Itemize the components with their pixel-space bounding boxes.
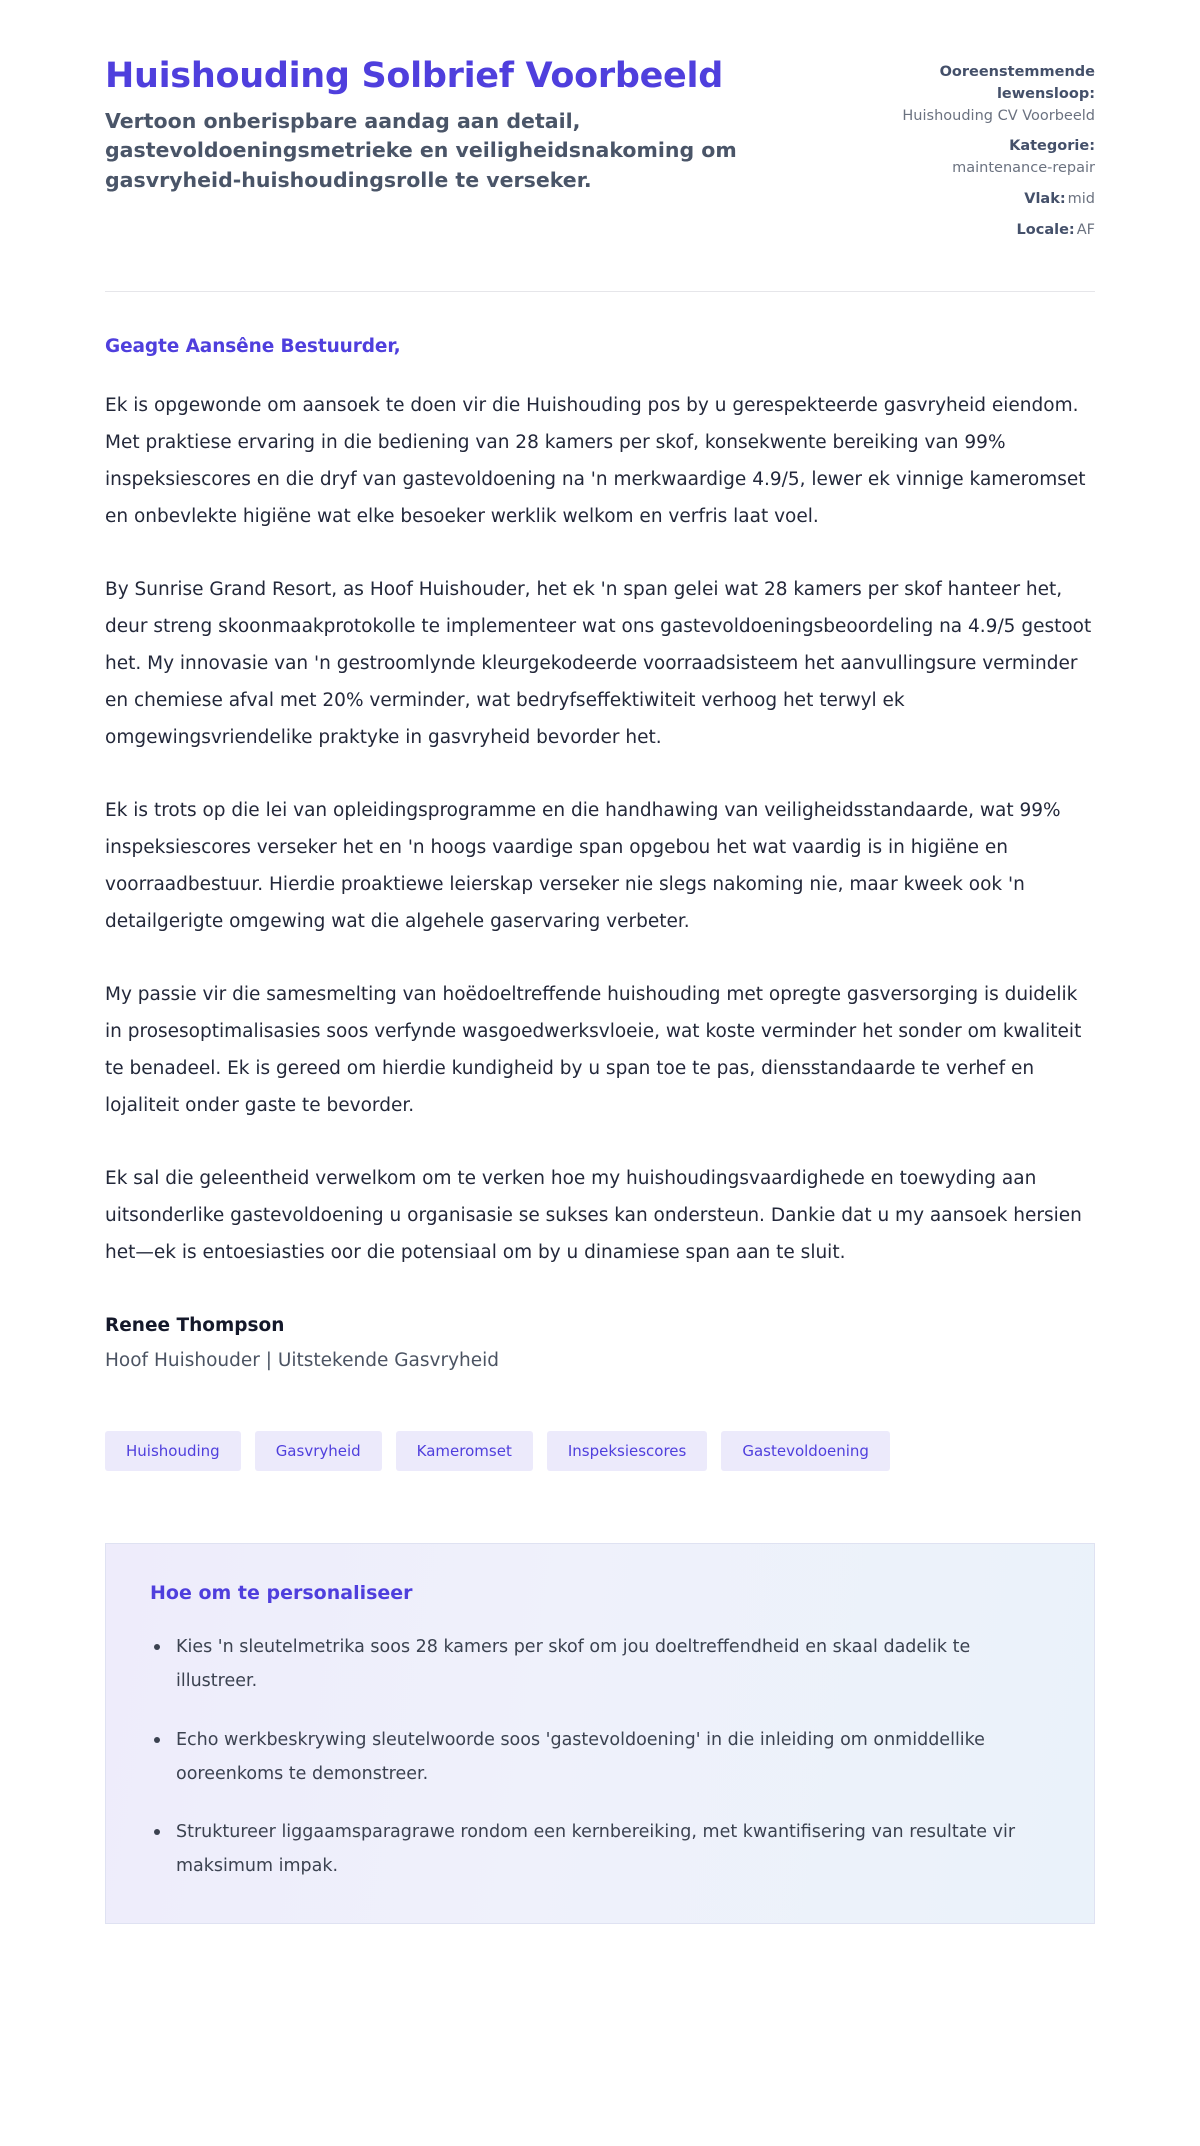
matching-resume-label: Ooreenstemmende lewensloop: — [939, 64, 1095, 102]
metadata-level — [895, 189, 1095, 211]
tag-chip[interactable]: Huishouding — [105, 1431, 241, 1471]
matching-resume-value: Huishouding CV Voorbeeld — [902, 107, 1095, 124]
callout-tip-list — [150, 1630, 1050, 1883]
metadata-category — [895, 136, 1095, 180]
locale-label: Locale: — [1016, 221, 1075, 238]
signature-role: Hoof Huishouder | Uitstekende Gasvryheid — [105, 1350, 500, 1372]
metadata-matching-resume — [895, 62, 1095, 127]
level-label: Vlak: — [1024, 190, 1066, 207]
metadata-locale — [895, 220, 1095, 242]
letter-body — [105, 292, 1095, 1371]
letter-paragraph: Ek is opgewonde om aansoek te doen vir die Huishouding pos by u gerespekteerde gasvryheid eiendom. Met praktiese ervaring in die bediening van 28 kamers per skof, konsekwente bereiking van 99% inspeksiescores en die dryf van gastevoldoening na 'n merkwaardige 4.9/5, lewer ek vinnige kameromset en onbevlekte higiëne wat elke besoeker werklik welkom en verfris laat voel. — [105, 395, 1086, 528]
list-item: Struktureer liggaamsparagrawe rondom een kernbereiking, met kwantifisering van resultate vir maksimum impak. — [150, 1815, 1030, 1883]
tag-list — [105, 1431, 1095, 1471]
tag-chip[interactable]: Kameromset — [396, 1431, 533, 1471]
level-value: mid — [1067, 190, 1095, 207]
page-title: Huishouding Solbrief Voorbeeld — [105, 56, 723, 96]
metadata-panel — [895, 56, 1095, 241]
signature-name: Renee Thompson — [105, 1315, 285, 1337]
letter-paragraph: Ek sal die geleentheid verwelkom om te verken hoe my huishoudingsvaardighede en toewyding aan uitsonderlike gastevoldoening u organisasie se sukses kan ondersteun. Dankie dat u my aansoek hersien het—ek is entoesiasties oor die potensiaal om by u dinamiese span aan te sluit. — [105, 1168, 1082, 1264]
list-item: Kies 'n sleutelmetrika soos 28 kamers per skof om jou doeltreffendheid en skaal dadelik te illustreer. — [150, 1630, 1030, 1698]
tag-chip[interactable]: Gasvryheid — [255, 1431, 382, 1471]
category-value: maintenance-repair — [952, 160, 1095, 176]
tag-chip[interactable]: Gastevoldoening — [721, 1431, 890, 1471]
letter-paragraph: My passie vir die samesmelting van hoëdoeltreffende huishouding met opregte gasversorging is duidelik in prosesoptimalisasies soos verfynde wasgoedwerksvloeie, wat koste verminder het sonder om kwaliteit te benadeel. Ek is gereed om hierdie kundigheid by u span toe te pas, diensstandaarde te verhef en lojaliteit onder gaste te bevorder. — [105, 984, 1082, 1117]
letter-salutation: Geagte Aansêne Bestuurder, — [105, 336, 401, 358]
signature-block — [105, 1315, 1095, 1371]
document-header — [105, 0, 1095, 241]
personalization-callout — [105, 1543, 1095, 1924]
letter-paragraph: Ek is trots op die lei van opleidingsprogramme en die handhawing van veiligheidsstandaarde, wat 99% inspeksiescores verseker het en 'n hoogs vaardige span opgebou het wat vaardig is in higiëne en voorraadbestuur. Hierdie proaktiewe leierskap verseker nie slegs nakoming nie, maar kweek ook 'n detailgerigte omgewing wat die algehele gaservaring verbeter. — [105, 800, 1061, 933]
letter-paragraph: By Sunrise Grand Resort, as Hoof Huishouder, het ek 'n span gelei wat 28 kamers per skof hanteer het, deur streng skoonmaakprotokolle te implementeer wat ons gastevoldoeningsbeoordeling na 4.9/5 gestoot het. My innovasie van 'n gestroomlynde kleurgekodeerde voorraadsisteem het aanvullingsure verminder en chemiese afval met 20% verminder, wat bedryfseffektiwiteit verhoog het terwyl ek omgewingsvriendelike praktyke in gasvryheid bevorder het. — [105, 579, 1092, 749]
page-subtitle: Vertoon onberispbare aandag aan detail, gastevoldoeningsmetrieke en veiligheidsnakoming om gasvryheid-huishoudingsrolle te verseker. — [105, 109, 737, 192]
header-title-block — [105, 56, 845, 195]
category-label: Kategorie: — [1009, 138, 1095, 155]
locale-value: AF — [1076, 221, 1095, 238]
list-item: Echo werkbeskrywing sleutelwoorde soos 'gastevoldoening' in die inleiding om onmiddellike ooreenkoms te demonstreer. — [150, 1723, 1030, 1791]
callout-title: Hoe om te personaliseer — [150, 1582, 413, 1605]
tag-chip[interactable]: Inspeksiescores — [547, 1431, 708, 1471]
